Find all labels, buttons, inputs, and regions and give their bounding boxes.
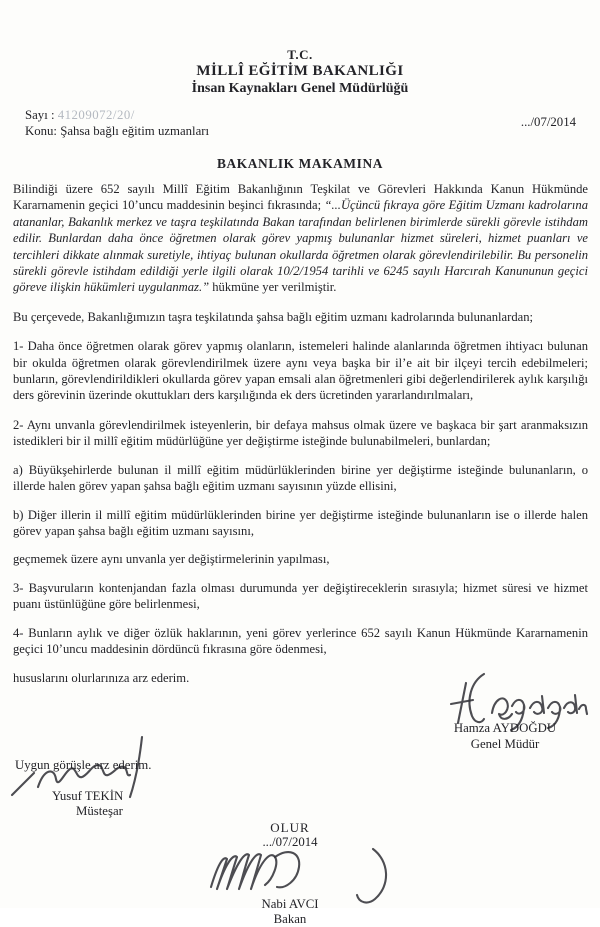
list-item-3: 3- Başvuruların kontenjandan fazla olması durumunda yer değiştireceklerin sırasıyla; hizmet süresi ve hizmet puanı üstünlüğüne göre belirlenmesi, bbox=[13, 580, 588, 612]
salutation: BAKANLIK MAKAMINA bbox=[216, 156, 384, 171]
minister-title: Bakan bbox=[273, 912, 307, 926]
paragraph-intro bbox=[13, 181, 588, 296]
subject-label: Konu: bbox=[25, 123, 57, 138]
header-ministry: MİLLÎ EĞİTİM BAKANLIĞI bbox=[196, 63, 404, 79]
gm-title: Genel Müdür bbox=[470, 737, 540, 751]
list-item-2b: b) Diğer illerin il millî eğitim müdürlüklerinden birine yer değiştirme isteğinde bulunanların ise o illerde halen görev yapan şahsa bağlı eğitim uzmanı sayısını, bbox=[13, 507, 588, 538]
undersecretary-name: Yusuf TEKİN bbox=[52, 789, 124, 803]
intro-text: Bilindiği üzere 652 sayılı Millî Eğitim Bakanlığının Teşkilat ve Görevleri Hakkında Kanun Hükmünde Kararnamenin geçici 10’uncu maddesinin beşinci fıkrasında; bbox=[13, 182, 588, 213]
list-item-2a: a) Büyükşehirlerde bulunan il millî eğitim müdürlüklerinden birine yer değiştirme isteğinde bulunanların, o illerde halen görev yapan şahsa bağlı eğitim uzmanı sayısının yüzde ellisini, bbox=[13, 462, 588, 494]
paragraph-limit: geçmemek üzere aynı unvanla yer değiştirmelerinin yapılması, bbox=[13, 552, 330, 567]
list-item-4: 4- Bunların aylık ve diğer özlük haklarının, yeni görev yerlerince 652 sayılı Kanun Hükmünde Kararnamenin geçici 10’uncu maddesinin dördüncü fıkrasına göre ödenmesi, bbox=[13, 625, 588, 656]
olur-label: OLUR bbox=[270, 820, 310, 835]
doc-meta bbox=[25, 108, 209, 139]
olur-date: .../07/2014 bbox=[262, 835, 318, 849]
subject-value: Şahsa bağlı eğitim uzmanları bbox=[60, 123, 210, 138]
intro-suffix: hükmüne yer verilmiştir. bbox=[209, 280, 337, 295]
gm-signature-block bbox=[430, 720, 580, 752]
minister-name: Nabi AVCI bbox=[261, 897, 319, 911]
gm-name: Hamza AYDOĞDU bbox=[453, 721, 557, 735]
doc-number-value: 41209072/20/ bbox=[57, 108, 135, 122]
approval-note: Uygun görüşle arz ederim. bbox=[15, 758, 152, 772]
paragraph-scope: Bu çerçevede, Bakanlığımızın taşra teşkilatında şahsa bağlı eğitim uzmanı kadrolarında bulunanlardan; bbox=[13, 309, 534, 324]
header-tc: T.C. bbox=[287, 47, 313, 62]
doc-date: .../07/2014 bbox=[520, 115, 576, 129]
list-item-1: 1- Daha önce öğretmen olarak görev yapmış olanların, istemeleri halinde alanlarında öğretmen ihtiyacı bulunan bir okulda öğretmen olarak görevlendirilmek üzere aynı veya başka bir il’e ait bir ilçeyi tercih edebilmeleri; bunların, görevlendirildikleri okullarda görev yapan emsali alan öğretmenleri gibi değerlendirilerek aylık karşılığı ders görevinin üzerinde okuttukları ders karşılığında ek ders ücretinden yararlandırılmaları, bbox=[13, 339, 588, 403]
legal-quote: “...Üçüncü fıkraya göre Eğitim Uzmanı kadrolarına atananlar, Bakanlık merkez ve taşra teşkilatında Bakan tarafından belirlenen birimlerde sürekli görevle istihdam edilir. Bunlardan daha önce öğretmen olarak görev yapmış bulunanlar hizmet süreleri, hizmet puanları ve tercihleri dikkate alınmak suretiyle, ihtiyaç bulunan okullarda öğretmen olarak görevlendirilebilir. Bu personelin sürekli görevle istihdam edildiği yerle ilgili olarak 10/2/1954 tarihli ve 6245 sayılı Harcırah Kanununun geçici göreve ilişkin hükümleri uygulanmaz.” bbox=[13, 198, 588, 295]
header-directorate: İnsan Kaynakları Genel Müdürlüğü bbox=[191, 81, 409, 96]
paragraph-closing: hususlarını olurlarınıza arz ederim. bbox=[13, 671, 190, 686]
doc-number-label: Sayı : bbox=[25, 108, 55, 122]
letterhead bbox=[0, 46, 600, 97]
undersecretary-title: Müsteşar bbox=[76, 804, 123, 818]
minister-block bbox=[210, 820, 370, 927]
document-body bbox=[13, 181, 588, 700]
list-item-2: 2- Aynı unvanla görevlendirilmek isteyenlerin, bir defaya mahsus olmak üzere ve başkaca bir şart aranmaksızın istedikleri bir il millî eğitim müdürlüğüne yer değiştirme isteğinde bulunabilmeleri, bunlardan; bbox=[13, 417, 588, 449]
